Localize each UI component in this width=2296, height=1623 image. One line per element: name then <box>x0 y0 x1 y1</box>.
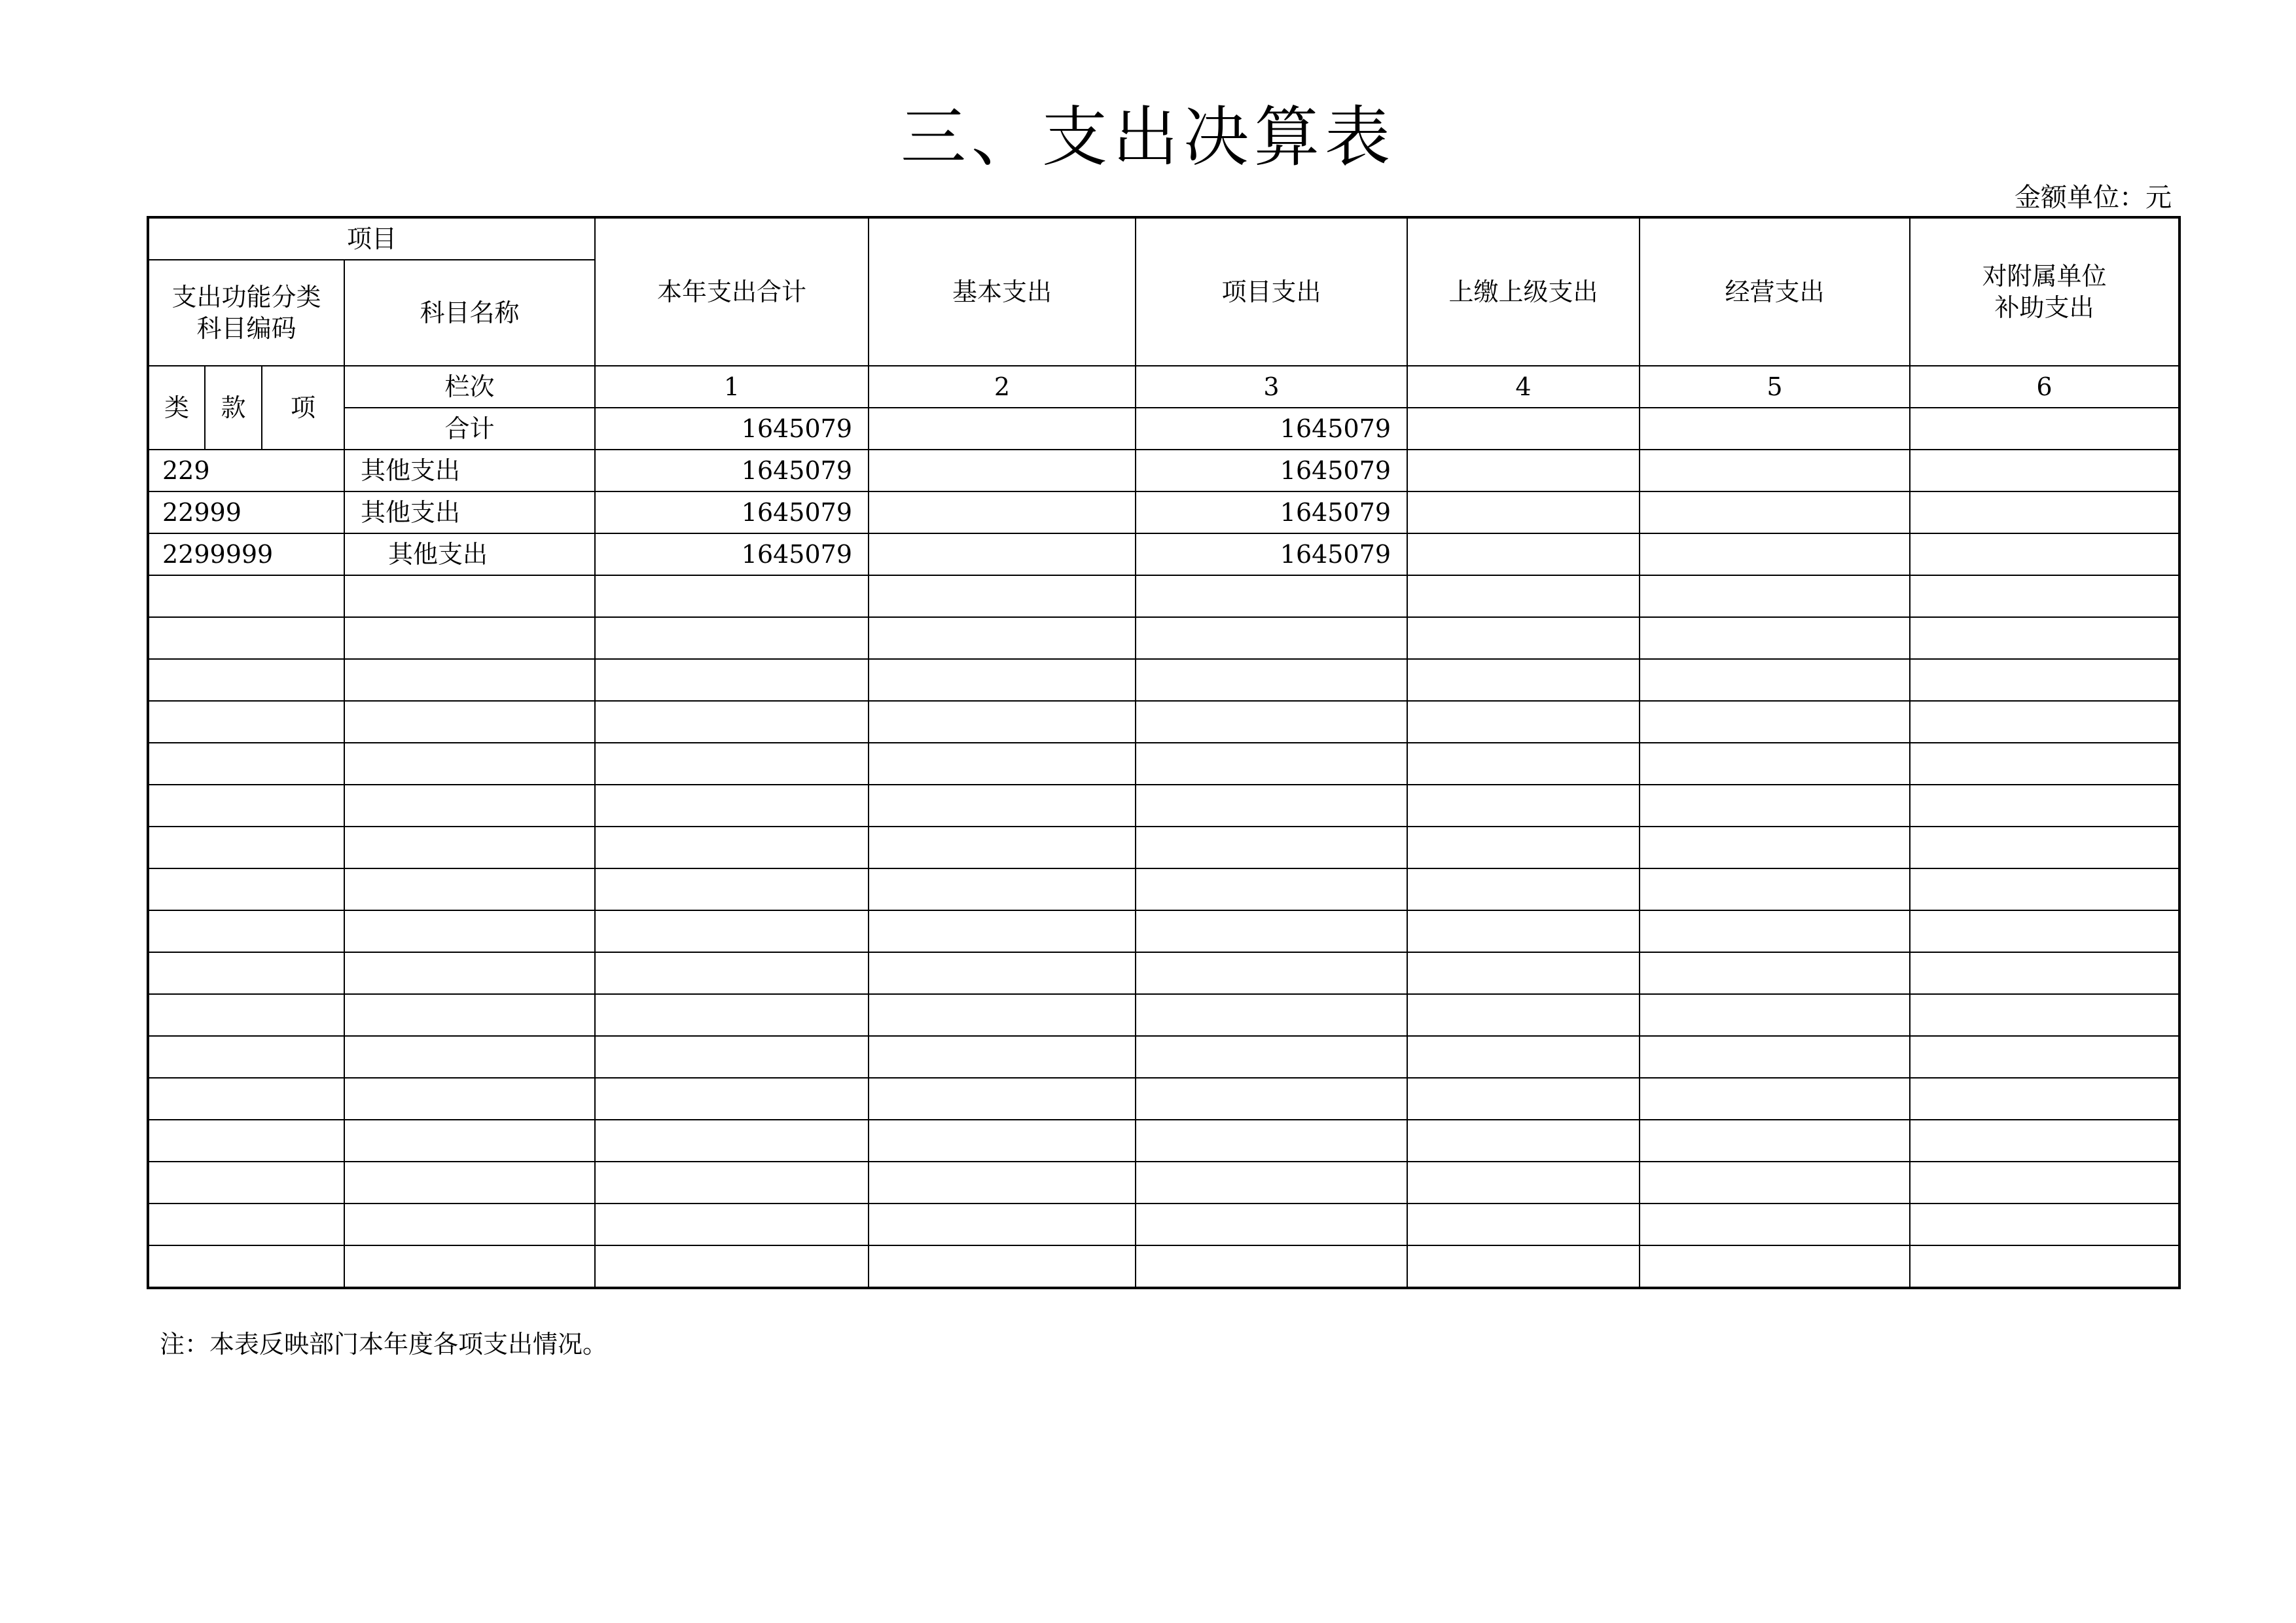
empty-cell <box>1910 1245 2179 1288</box>
empty-cell <box>1640 868 1910 910</box>
empty-cell <box>869 785 1136 827</box>
empty-cell <box>1910 1036 2179 1078</box>
empty-cell <box>1910 952 2179 994</box>
row-cell <box>1910 491 2179 533</box>
empty-cell <box>869 910 1136 952</box>
header-func-class-code <box>148 260 344 366</box>
empty-cell <box>1910 827 2179 868</box>
row-name: 其他支出 <box>344 533 595 575</box>
empty-cell <box>1136 785 1407 827</box>
header-func-class-line1: 支出功能分类 <box>171 283 321 312</box>
empty-cell <box>344 1120 595 1162</box>
empty-cell <box>148 910 344 952</box>
empty-cell <box>1640 1162 1910 1204</box>
table-row <box>148 533 2179 575</box>
empty-cell <box>148 659 344 701</box>
empty-cell <box>1640 1036 1910 1078</box>
empty-row <box>148 994 2179 1036</box>
empty-cell <box>1910 575 2179 617</box>
row-cell: 1645079 <box>595 533 869 575</box>
empty-row <box>148 659 2179 701</box>
empty-cell <box>1136 1078 1407 1120</box>
empty-cell <box>1407 868 1640 910</box>
empty-cell <box>344 910 595 952</box>
empty-cell <box>1910 868 2179 910</box>
empty-cell <box>869 952 1136 994</box>
row-cell <box>1407 491 1640 533</box>
empty-cell <box>148 1204 344 1245</box>
empty-cell <box>344 1204 595 1245</box>
row-code: 229 <box>148 450 344 491</box>
empty-cell <box>595 868 869 910</box>
empty-cell <box>148 617 344 659</box>
empty-cell <box>1407 1204 1640 1245</box>
empty-cell <box>1640 785 1910 827</box>
row-cell: 1645079 <box>1136 491 1407 533</box>
empty-row <box>148 827 2179 868</box>
header-total: 本年支出合计 <box>595 217 869 366</box>
empty-cell <box>344 659 595 701</box>
row-name: 其他支出 <box>344 491 595 533</box>
empty-cell <box>1640 1204 1910 1245</box>
table-body <box>148 217 2179 1288</box>
col-num-6: 6 <box>1910 366 2179 408</box>
empty-cell <box>344 617 595 659</box>
row-cell: 1645079 <box>595 491 869 533</box>
empty-cell <box>148 1036 344 1078</box>
empty-row <box>148 785 2179 827</box>
empty-cell <box>595 1078 869 1120</box>
empty-cell <box>1136 1036 1407 1078</box>
empty-cell <box>869 575 1136 617</box>
header-subsidiary-line1: 对附属单位 <box>1982 262 2107 291</box>
empty-cell <box>1640 1245 1910 1288</box>
empty-cell <box>1640 659 1910 701</box>
empty-cell <box>1640 1078 1910 1120</box>
empty-cell <box>869 1036 1136 1078</box>
row-cell <box>869 533 1136 575</box>
amount-unit-label: 金额单位：元 <box>2015 183 2172 213</box>
total-cell: 1645079 <box>1136 408 1407 450</box>
empty-row <box>148 1245 2179 1288</box>
empty-cell <box>1640 827 1910 868</box>
empty-cell <box>595 743 869 785</box>
empty-cell <box>595 659 869 701</box>
empty-cell <box>1136 1120 1407 1162</box>
empty-cell <box>148 952 344 994</box>
header-col-index: 栏次 <box>344 366 595 408</box>
row-code: 2299999 <box>148 533 344 575</box>
col-num-1: 1 <box>595 366 869 408</box>
row-cell: 1645079 <box>595 450 869 491</box>
total-label: 合计 <box>344 408 595 450</box>
empty-cell <box>344 827 595 868</box>
empty-cell <box>1407 1078 1640 1120</box>
total-cell <box>869 408 1136 450</box>
empty-cell <box>595 994 869 1036</box>
empty-cell <box>344 1162 595 1204</box>
empty-cell <box>595 1245 869 1288</box>
empty-cell <box>148 868 344 910</box>
empty-cell <box>344 743 595 785</box>
empty-cell <box>1640 994 1910 1036</box>
empty-cell <box>595 827 869 868</box>
empty-row <box>148 1162 2179 1204</box>
row-cell <box>1910 533 2179 575</box>
empty-cell <box>1407 659 1640 701</box>
col-num-2: 2 <box>869 366 1136 408</box>
empty-cell <box>869 868 1136 910</box>
empty-cell <box>1136 1204 1407 1245</box>
empty-cell <box>869 827 1136 868</box>
empty-cell <box>1407 1245 1640 1288</box>
empty-cell <box>1640 701 1910 743</box>
empty-cell <box>869 1162 1136 1204</box>
header-subsidiary-line2: 补助支出 <box>1994 293 2094 322</box>
col-num-5: 5 <box>1640 366 1910 408</box>
empty-cell <box>1407 1036 1640 1078</box>
header-row-1 <box>148 217 2179 260</box>
empty-cell <box>344 868 595 910</box>
column-index-row <box>148 366 2179 408</box>
empty-cell <box>1407 575 1640 617</box>
empty-cell <box>1910 1162 2179 1204</box>
empty-row <box>148 575 2179 617</box>
empty-row <box>148 1204 2179 1245</box>
empty-cell <box>869 1078 1136 1120</box>
row-cell <box>869 491 1136 533</box>
empty-cell <box>344 952 595 994</box>
empty-cell <box>1407 952 1640 994</box>
empty-cell <box>1136 659 1407 701</box>
empty-cell <box>344 1245 595 1288</box>
row-name: 其他支出 <box>344 450 595 491</box>
empty-cell <box>1136 868 1407 910</box>
header-kuan: 款 <box>205 366 262 450</box>
empty-cell <box>148 575 344 617</box>
empty-cell <box>869 1120 1136 1162</box>
empty-cell <box>595 1120 869 1162</box>
empty-cell <box>869 701 1136 743</box>
header-func-class-line2: 科目编码 <box>196 314 296 343</box>
header-upper-level: 上缴上级支出 <box>1407 217 1640 366</box>
row-cell <box>1640 450 1910 491</box>
empty-cell <box>148 701 344 743</box>
empty-cell <box>148 1245 344 1288</box>
empty-cell <box>1910 659 2179 701</box>
col-num-3: 3 <box>1136 366 1407 408</box>
row-cell: 1645079 <box>1136 450 1407 491</box>
empty-cell <box>1910 701 2179 743</box>
empty-row <box>148 952 2179 994</box>
row-cell <box>1640 533 1910 575</box>
header-lei: 类 <box>148 366 205 450</box>
empty-cell <box>869 1204 1136 1245</box>
empty-cell <box>595 617 869 659</box>
row-cell: 1645079 <box>1136 533 1407 575</box>
row-cell <box>1640 491 1910 533</box>
empty-cell <box>148 785 344 827</box>
empty-cell <box>869 1245 1136 1288</box>
empty-row <box>148 1120 2179 1162</box>
empty-cell <box>1640 952 1910 994</box>
empty-cell <box>1407 743 1640 785</box>
empty-cell <box>1910 1120 2179 1162</box>
footnote: 注：本表反映部门本年度各项支出情况。 <box>160 1330 608 1359</box>
empty-cell <box>1136 575 1407 617</box>
empty-cell <box>344 994 595 1036</box>
row-cell <box>1910 450 2179 491</box>
empty-cell <box>1407 827 1640 868</box>
total-cell <box>1640 408 1910 450</box>
empty-cell <box>869 659 1136 701</box>
empty-cell <box>1136 952 1407 994</box>
total-cell <box>1407 408 1640 450</box>
empty-row <box>148 910 2179 952</box>
empty-cell <box>595 785 869 827</box>
empty-cell <box>1910 1078 2179 1120</box>
empty-cell <box>595 952 869 994</box>
empty-cell <box>869 743 1136 785</box>
empty-cell <box>595 701 869 743</box>
table-row <box>148 450 2179 491</box>
empty-cell <box>1407 1120 1640 1162</box>
empty-cell <box>869 617 1136 659</box>
empty-cell <box>1640 743 1910 785</box>
empty-cell <box>1136 1245 1407 1288</box>
table-row <box>148 491 2179 533</box>
empty-cell <box>1136 701 1407 743</box>
empty-cell <box>1136 994 1407 1036</box>
empty-cell <box>1407 701 1640 743</box>
empty-cell <box>148 827 344 868</box>
empty-cell <box>344 1078 595 1120</box>
page-title: 三、支出决算表 <box>901 99 1395 175</box>
total-cell: 1645079 <box>595 408 869 450</box>
empty-cell <box>1910 743 2179 785</box>
total-row <box>148 408 2179 450</box>
empty-cell <box>1407 1162 1640 1204</box>
empty-cell <box>344 785 595 827</box>
empty-cell <box>1407 994 1640 1036</box>
empty-row <box>148 743 2179 785</box>
empty-row <box>148 1036 2179 1078</box>
empty-cell <box>595 1204 869 1245</box>
header-business: 经营支出 <box>1640 217 1910 366</box>
header-basic: 基本支出 <box>869 217 1136 366</box>
empty-cell <box>1136 1162 1407 1204</box>
col-num-4: 4 <box>1407 366 1640 408</box>
empty-cell <box>595 1162 869 1204</box>
empty-cell <box>1407 617 1640 659</box>
header-subject-name: 科目名称 <box>344 260 595 366</box>
empty-cell <box>1910 1204 2179 1245</box>
empty-cell <box>595 1036 869 1078</box>
empty-cell <box>1640 1120 1910 1162</box>
empty-row <box>148 617 2179 659</box>
empty-cell <box>148 1120 344 1162</box>
empty-cell <box>344 701 595 743</box>
empty-cell <box>148 994 344 1036</box>
empty-cell <box>1910 785 2179 827</box>
empty-cell <box>1407 910 1640 952</box>
header-project: 项目 <box>148 217 595 260</box>
empty-cell <box>1136 910 1407 952</box>
empty-cell <box>1136 827 1407 868</box>
empty-cell <box>1640 910 1910 952</box>
empty-cell <box>1136 617 1407 659</box>
empty-row <box>148 868 2179 910</box>
empty-cell <box>1910 910 2179 952</box>
header-subsidiary <box>1910 217 2179 366</box>
empty-cell <box>148 1078 344 1120</box>
empty-row <box>148 701 2179 743</box>
header-project-expenditure: 项目支出 <box>1136 217 1407 366</box>
empty-cell <box>1910 994 2179 1036</box>
empty-cell <box>595 910 869 952</box>
row-code: 22999 <box>148 491 344 533</box>
total-cell <box>1910 408 2179 450</box>
empty-cell <box>148 1162 344 1204</box>
row-cell <box>1407 450 1640 491</box>
header-xiang: 项 <box>262 366 344 450</box>
empty-cell <box>1136 743 1407 785</box>
empty-cell <box>595 575 869 617</box>
empty-cell <box>1407 785 1640 827</box>
expenditure-table <box>147 216 2181 1289</box>
empty-cell <box>344 575 595 617</box>
empty-cell <box>1910 617 2179 659</box>
empty-cell <box>869 994 1136 1036</box>
empty-cell <box>344 1036 595 1078</box>
empty-cell <box>1640 617 1910 659</box>
empty-cell <box>1640 575 1910 617</box>
row-cell <box>869 450 1136 491</box>
empty-row <box>148 1078 2179 1120</box>
empty-cell <box>148 743 344 785</box>
row-cell <box>1407 533 1640 575</box>
